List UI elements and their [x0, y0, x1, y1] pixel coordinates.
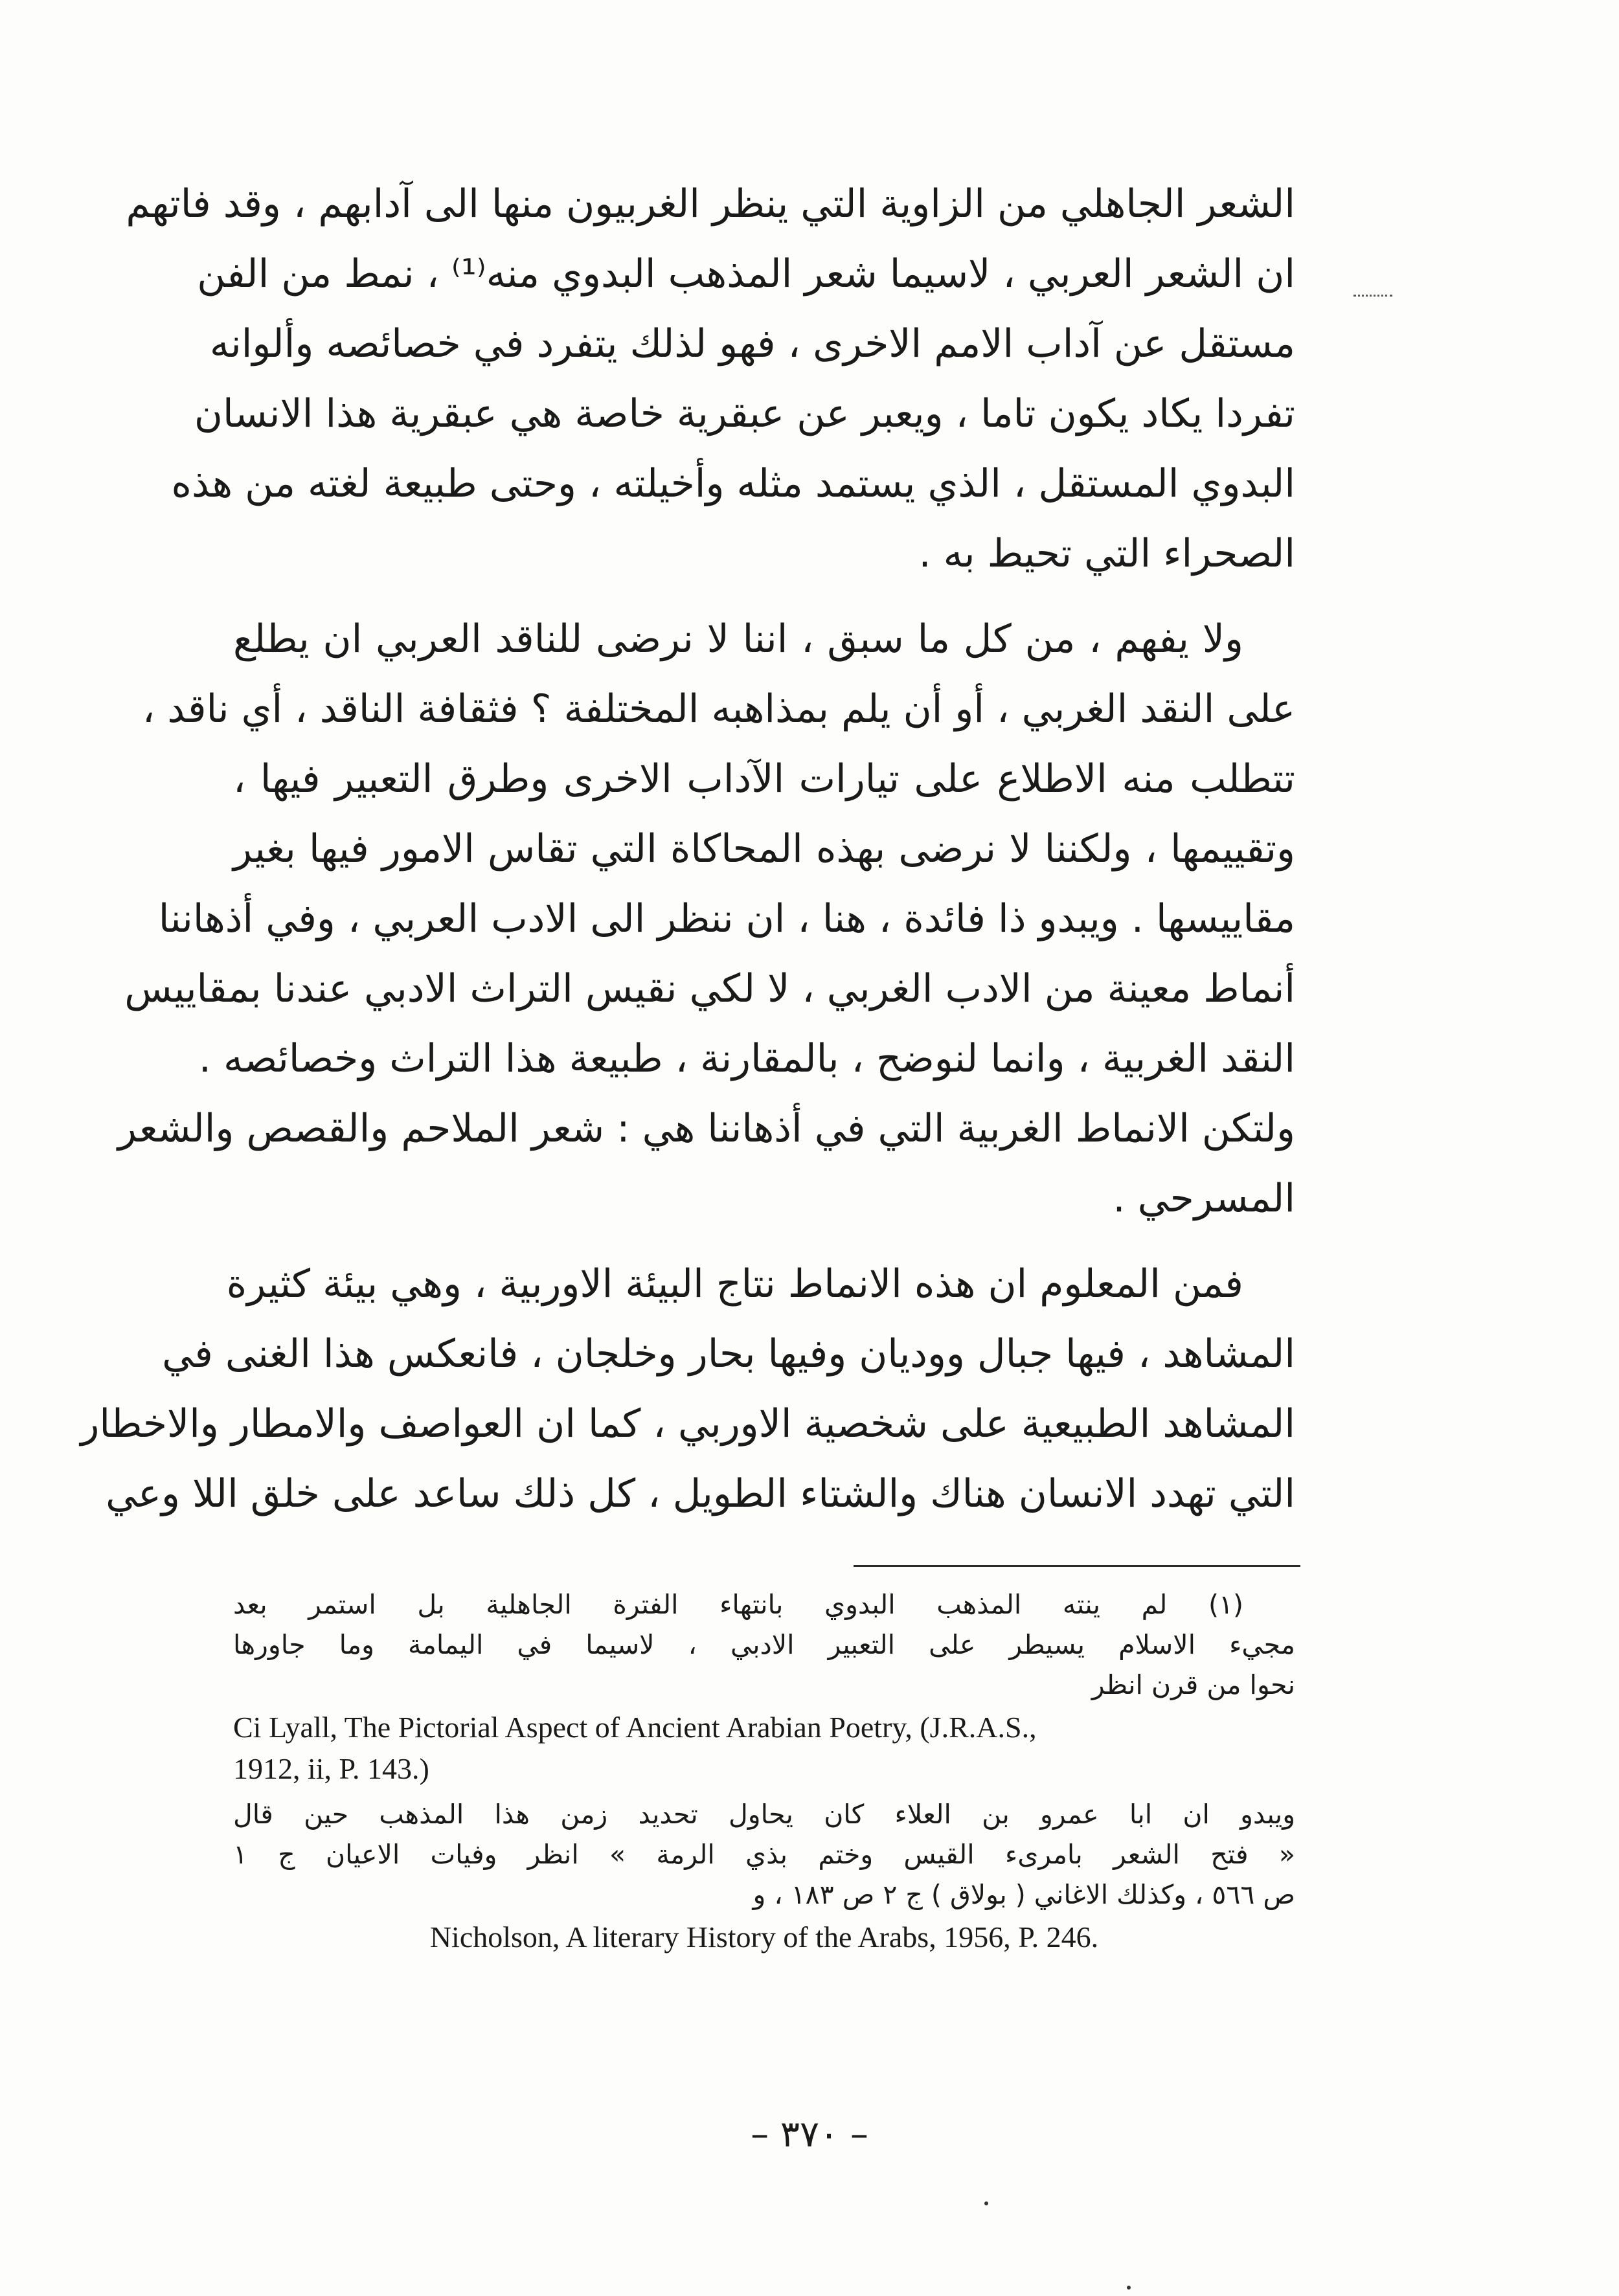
scan-speck	[984, 2201, 988, 2205]
body-line: مقاييسها . ويبدو ذا فائدة ، هنا ، ان ننظر الى الادب العربي ، وفي أذهاننا	[158, 896, 1295, 941]
footnote-rule	[854, 1565, 1300, 1567]
body-line: الشعر الجاهلي من الزاوية التي ينظر الغربيون منها الى آدابهم ، وقد فاتهم	[126, 181, 1295, 227]
body-line: فمن المعلوم ان هذه الانماط نتاج البيئة الاوربية ، وهي بيئة كثيرة	[226, 1261, 1243, 1307]
footnote-citation: Ci Lyall, The Pictorial Aspect of Ancient Arabian Poetry, (J.R.A.S.,	[233, 1711, 1037, 1744]
body-line: التي تهدد الانسان هناك والشتاء الطويل ، كل ذلك ساعد على خلق اللا وعي	[106, 1471, 1295, 1516]
footnote-line: ويبدو ان ابا عمرو بن العلاء كان يحاول تحديد زمن هذا المذهب حين قال	[233, 1799, 1295, 1830]
body-line: على النقد الغربي ، أو أن يلم بمذاهبه المختلفة ؟ فثقافة الناقد ، أي ناقد ،	[142, 686, 1295, 732]
body-line: المشاهد الطبيعية على شخصية الاوربي ، كما ان العواصف والامطار والاخطار	[80, 1401, 1295, 1446]
body-line: الصحراء التي تحيط به .	[918, 531, 1295, 576]
footnote-line: نحوا من قرن انظر	[1091, 1669, 1295, 1700]
footnote-citation: Nicholson, A literary History of the Arabs, 1956, P. 246.	[429, 1920, 1099, 1953]
page-number: – ٣٧٠ –	[751, 2113, 868, 2155]
footnote-line: « فتح الشعر بامرىء القيس وختم بذي الرمة » انظر وفيات الاعيان ج ١	[233, 1839, 1295, 1870]
body-line: ولتكن الانماط الغربية التي في أذهاننا هي : شعر الملاحم والقصص والشعر	[117, 1106, 1295, 1151]
body-line: تتطلب منه الاطلاع على تيارات الآداب الاخرى وطرق التعبير فيها ،	[233, 756, 1295, 802]
footnote-line: ص ٥٦٦ ، وكذلك الاغاني ( بولاق ) ج ٢ ص ١٨٣ ، و	[753, 1879, 1295, 1910]
margin-mark	[1353, 295, 1392, 302]
body-line: النقد الغربية ، وانما لنوضح ، بالمقارنة ، طبيعة هذا التراث وخصائصه .	[198, 1036, 1295, 1081]
body-line: ان الشعر العربي ، لاسيما شعر المذهب البدوي منه⁽¹⁾ ، نمط من الفن	[197, 251, 1295, 297]
body-line: تفردا يكاد يكون تاما ، ويعبر عن عبقرية خاصة هي عبقرية هذا الانسان	[194, 391, 1295, 436]
body-line: أنماط معينة من الادب الغربي ، لا لكي نقيس التراث الادبي عندنا بمقاييس	[124, 966, 1295, 1011]
body-line: المشاهد ، فيها جبال ووديان وفيها بحار وخلجان ، فانعكس هذا الغنى في	[162, 1331, 1295, 1377]
body-line: المسرحي .	[1113, 1176, 1295, 1221]
footnote-line: مجيء الاسلام يسيطر على التعبير الادبي ، لاسيما في اليمامة وما جاورها	[233, 1629, 1295, 1660]
scan-speck	[1127, 2286, 1131, 2290]
body-line: ولا يفهم ، من كل ما سبق ، اننا لا نرضى للناقد العربي ان يطلع	[233, 616, 1243, 662]
body-line: البدوي المستقل ، الذي يستمد مثله وأخيلته ، وحتى طبيعة لغته من هذه	[171, 461, 1295, 506]
body-line: مستقل عن آداب الامم الاخرى ، فهو لذلك يتفرد في خصائصه وألوانه	[209, 321, 1295, 366]
body-line: وتقييمها ، ولكننا لا نرضى بهذه المحاكاة التي تقاس الامور فيها بغير	[233, 826, 1295, 872]
footnote-line: (١) لم ينته المذهب البدوي بانتهاء الفترة الجاهلية بل استمر بعد	[233, 1589, 1243, 1620]
footnote-citation: 1912, ii, P. 143.)	[233, 1752, 429, 1785]
